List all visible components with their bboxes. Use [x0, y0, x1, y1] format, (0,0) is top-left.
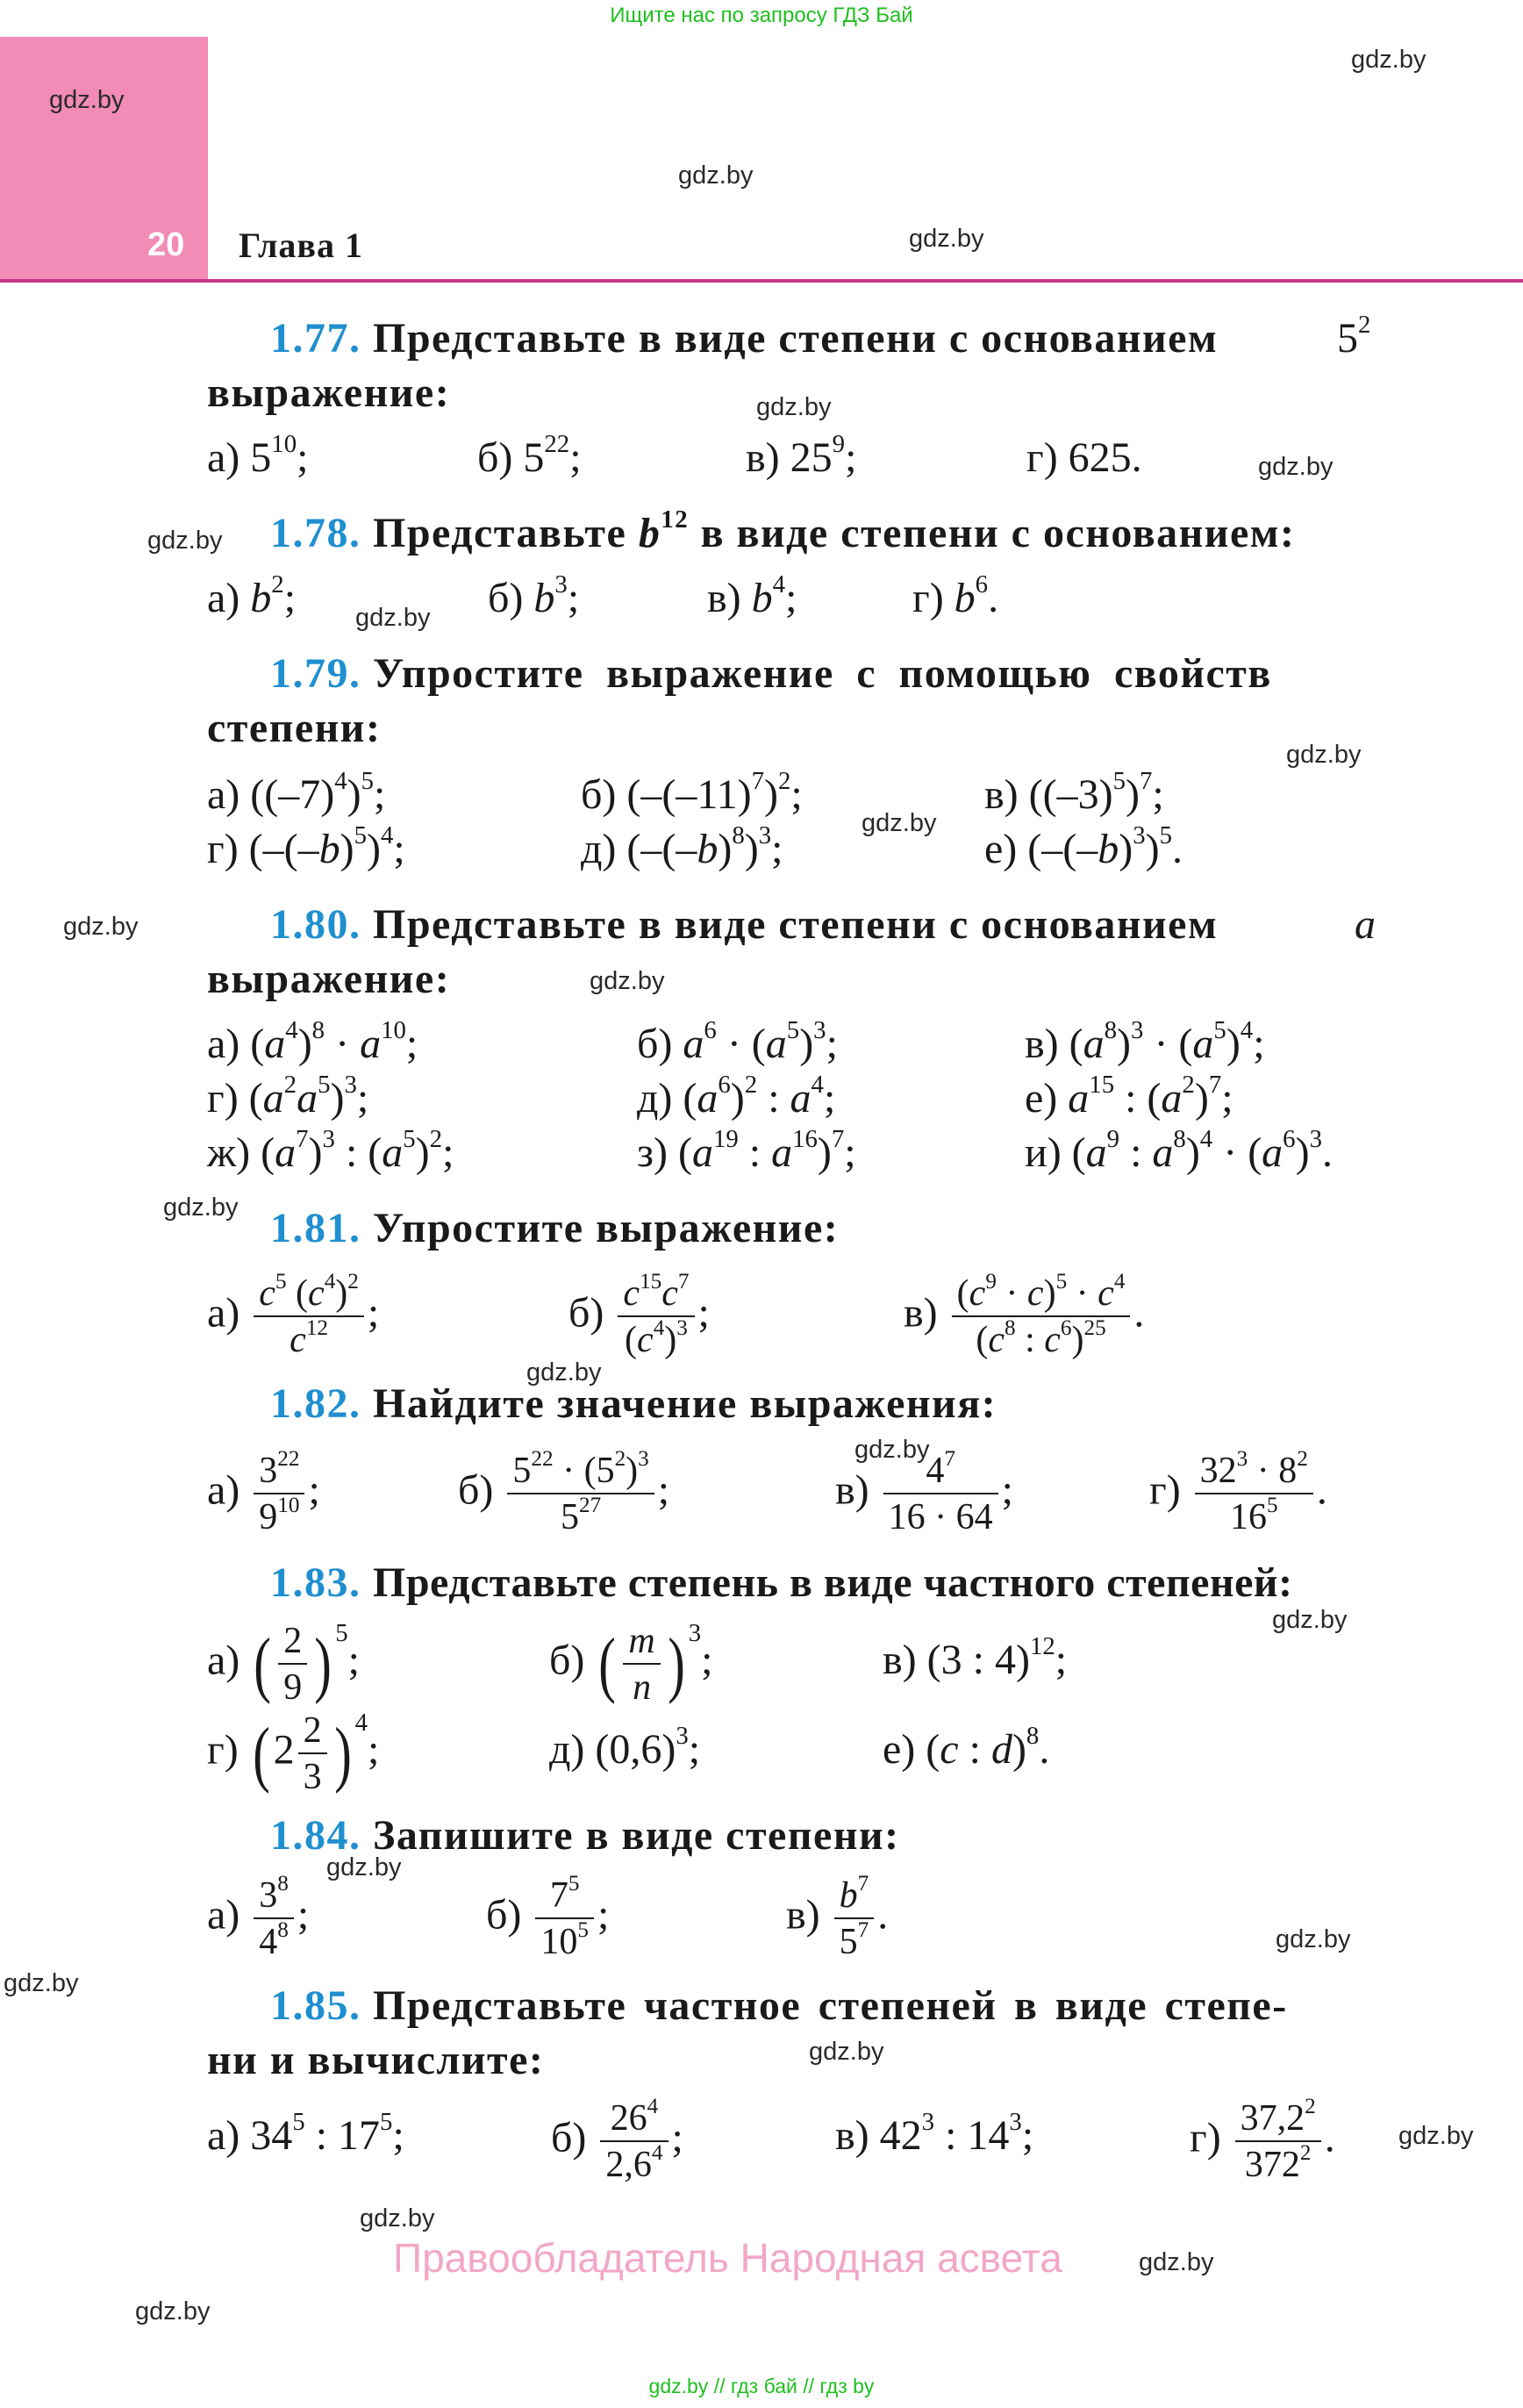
task-1-77-base: $5^2$ — [1337, 311, 1371, 362]
task-1-80-line2: выражение: — [207, 956, 451, 1002]
task-1-84-heading: 1.84. Запишите в виде степени: — [270, 1812, 900, 1859]
watermark: gdz.by — [1351, 46, 1426, 74]
watermark: gdz.by — [590, 967, 665, 995]
watermark: gdz.by — [1139, 2248, 1214, 2276]
task-1-80-z: з) ($a^{19}$ : $a^{16})^7$; — [637, 1125, 856, 1176]
task-1-85-g: г) $\frac{37,2^2}{372^2}$ . — [1190, 2095, 1335, 2186]
watermark: gdz.by — [360, 2204, 435, 2232]
task-1-78-v: в) $b^4$; — [707, 570, 797, 621]
task-1-80-i: и) ($a^9$ : $a^8)^4 \cdot (a^6)^3$. — [1025, 1125, 1333, 1176]
task-1-77-heading: 1.77. Представьте в виде степени с основанием — [270, 315, 1219, 362]
task-1-80-a: а) $(a^4)^8 \cdot a^{10}$; — [207, 1016, 418, 1067]
task-1-80-b: б) $a^6 \cdot (a^5)^3$; — [637, 1016, 838, 1067]
task-1-79-d: д) $(-(-b)^8)^3$; — [581, 821, 783, 872]
watermark: gdz.by — [862, 809, 937, 837]
task-1-80-base: a — [1355, 901, 1376, 948]
watermark: gdz.by — [355, 604, 431, 632]
task-1-77-line2: выражение: — [207, 369, 451, 416]
task-1-82-g: г) $\frac{32^3 \cdot 8^2}{16^5}$ . — [1149, 1447, 1327, 1538]
task-1-80-zh: ж) $(a^7)^3$ : $(a^5)^2$; — [207, 1125, 454, 1176]
task-1-83-v: в) (3 : 4)$^{12}$; — [883, 1632, 1068, 1683]
task-1-83-g: г) (2 $\frac{2}{3}$ ) $^4$; — [207, 1709, 380, 1798]
task-1-84-v: в) $\frac{b^7}{5^7}$ . — [786, 1872, 889, 1963]
task-1-78-a: а) $b^2$; — [207, 570, 297, 621]
watermark: gdz.by — [147, 527, 223, 555]
task-1-85-b: б) $\frac{26^4}{2,6^4}$ ; — [551, 2095, 683, 2186]
watermark: gdz.by — [756, 393, 832, 421]
watermark: gdz.by — [1272, 1606, 1348, 1634]
task-1-83-b: б) ( $\frac{m}{n}$ ) $^3$; — [549, 1619, 713, 1709]
watermark: gdz.by — [163, 1193, 239, 1222]
chapter-title: Глава 1 — [239, 226, 363, 265]
task-1-81-b: б) $\frac{c^{15}c^7}{(c^4)^3}$ ; — [568, 1270, 710, 1361]
watermark: gdz.by — [4, 1969, 79, 1997]
watermark: gdz.by — [909, 225, 984, 253]
task-1-77-g: г) 625. — [1026, 434, 1142, 481]
task-1-83-d: д) $(0,6)^3$; — [549, 1722, 701, 1773]
task-1-84-b: б) $\frac{7^5}{10^5}$ ; — [486, 1872, 610, 1963]
task-1-79-a: а) $((-7)^4)^5$; — [207, 767, 386, 818]
watermark: gdz.by — [1258, 453, 1334, 481]
copyright-notice: Правообладатель Народная асвета — [393, 2235, 1062, 2281]
task-1-81-heading: 1.81. Упростите выражение: — [270, 1205, 840, 1251]
watermark: gdz.by — [135, 2297, 211, 2326]
task-1-82-heading: 1.82. Найдите значение выражения: — [270, 1380, 997, 1427]
watermark: gdz.by — [854, 1436, 930, 1464]
task-1-84-a: а) $\frac{3^8}{4^8}$ ; — [207, 1872, 310, 1963]
watermark: gdz.by — [678, 161, 754, 190]
task-1-80-d: д) $(a^6)^2$ : $a^4$; — [637, 1071, 836, 1122]
task-1-79-g: г) $(-(-b)^5)^4$; — [207, 821, 405, 872]
task-1-79-heading: 1.79. Упростите выражение с помощью свойств — [270, 650, 1272, 697]
task-1-82-v: в) $\frac{4^7}{16 \cdot 64}$ ; — [835, 1447, 1013, 1538]
task-1-78-heading: 1.78. Представьте $b^{12}$ в виде степени с основанием: — [270, 505, 1296, 556]
task-1-85-a: а) $34^5$ : $17^5$; — [207, 2108, 404, 2159]
task-1-82-a: а) $\frac{3^{22}}{9^{10}}$ ; — [207, 1447, 320, 1538]
task-1-80-e: е) $a^{15}$ : $(a^2)^7$; — [1025, 1071, 1233, 1122]
task-1-77-a: а) $5^{10}$; — [207, 430, 309, 481]
task-1-83-a: а) ( $\frac{2}{9}$ ) $^5$; — [207, 1619, 361, 1709]
task-1-81-v: в) $\frac{(c^9 \cdot c)^5 \cdot c^4}{(c^8 : c^6)^{25}}$ . — [904, 1270, 1145, 1361]
task-1-85-heading: 1.85. Представьте частное степеней в виде степе- — [270, 1982, 1288, 2029]
task-1-80-heading: 1.80. Представьте в виде степени с основанием — [270, 901, 1219, 948]
watermark: gdz.by — [326, 1853, 402, 1881]
watermark: gdz.by — [1276, 1925, 1351, 1953]
task-1-77-v: в) $25^9$; — [746, 430, 857, 481]
watermark: gdz.by — [1398, 2122, 1474, 2150]
task-1-79-v: в) $((-3)^5)^7$; — [984, 767, 1164, 818]
header-rule — [0, 279, 1523, 283]
bottom-note: gdz.by // гдз бай // гдз by — [648, 2375, 875, 2397]
task-1-79-line2: степени: — [207, 705, 382, 751]
task-1-79-b: б) $(-(-11)^7)^2$; — [581, 767, 803, 818]
watermark: gdz.by — [1286, 741, 1362, 769]
task-1-81-a: а) $\frac{c^5 (c^4)^2}{c^{12}}$ ; — [207, 1270, 380, 1361]
task-1-79-e: е) $(-(-b)^3)^5$. — [984, 821, 1183, 872]
task-1-80-v: в) $(a^8)^3 \cdot (a^5)^4$; — [1025, 1016, 1265, 1067]
page-number: 20 — [147, 226, 185, 263]
task-1-85-line2: ни и вычислите: — [207, 2037, 545, 2083]
task-1-83-heading: 1.83. Представьте степень в виде частного степеней: — [270, 1559, 1293, 1606]
watermark: gdz.by — [526, 1358, 602, 1387]
top-note: Ищите нас по запросу ГДЗ Бай — [610, 4, 913, 27]
watermark: gdz.by — [49, 86, 125, 114]
task-1-78-g: г) $b^6$. — [912, 570, 999, 621]
task-1-80-g: г) $(a^2a^5)^3$; — [207, 1071, 369, 1122]
task-1-78-b: б) $b^3$; — [488, 570, 580, 621]
task-1-85-v: в) $42^3$ : $14^3$; — [835, 2108, 1034, 2159]
task-1-83-e: е) (c : d)$^8$. — [883, 1722, 1050, 1773]
task-1-82-b: б) $\frac{5^{22} \cdot (5^2)^3}{5^{27}}$ ; — [458, 1447, 670, 1538]
watermark: gdz.by — [809, 2038, 884, 2066]
watermark: gdz.by — [63, 913, 139, 941]
task-1-77-b: б) $5^{22}$; — [477, 430, 582, 481]
